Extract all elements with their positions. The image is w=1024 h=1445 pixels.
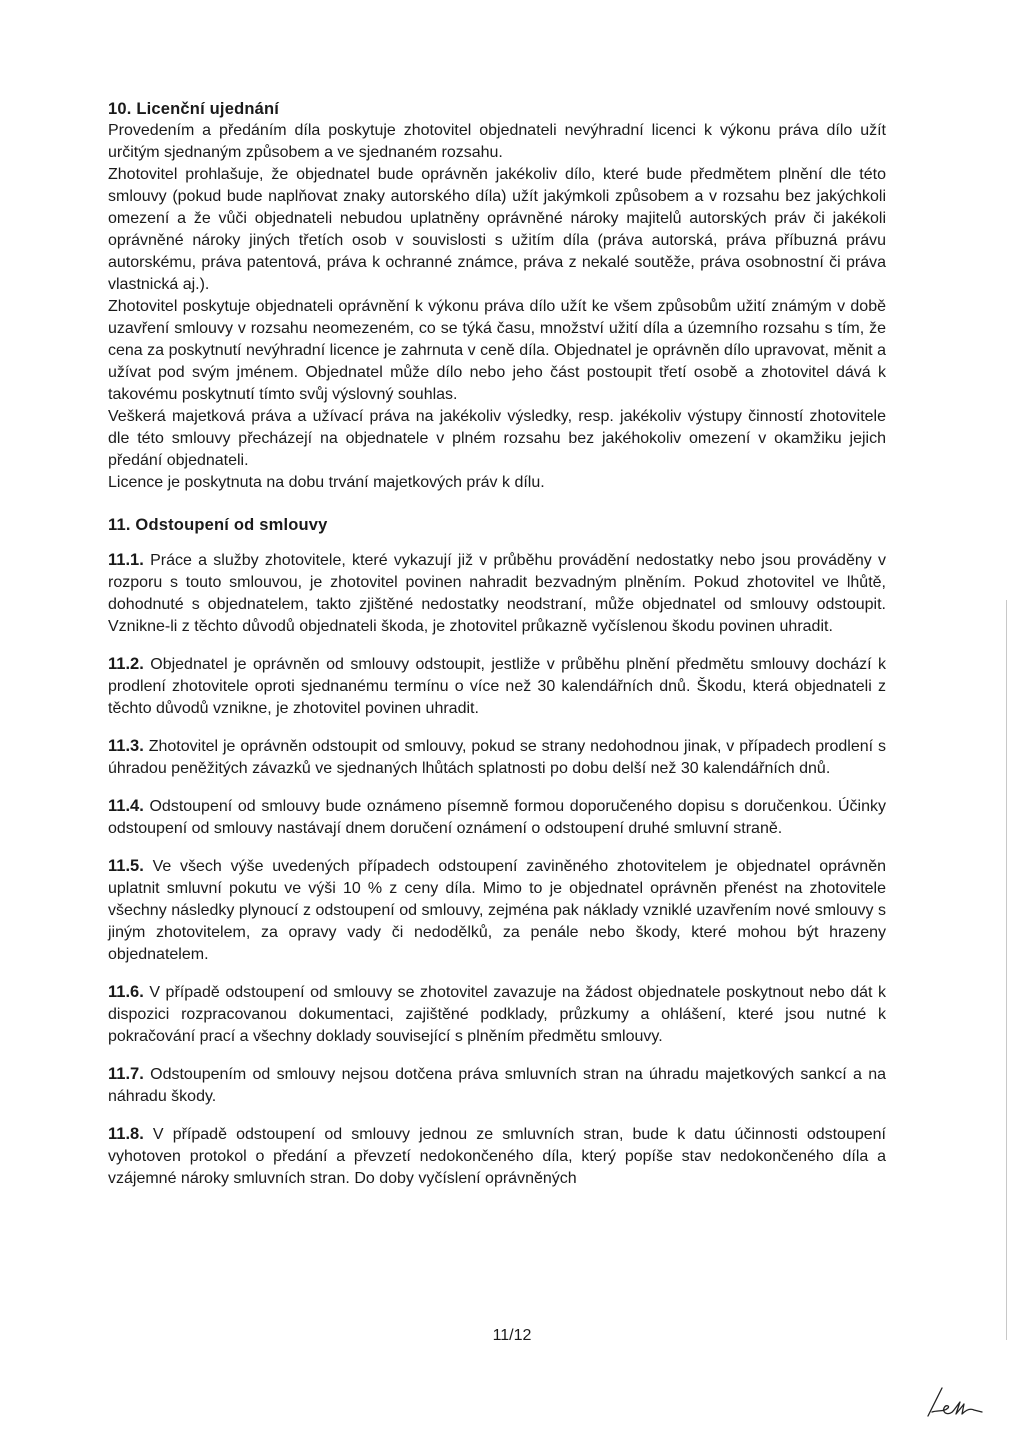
clause-11-6 [108, 981, 886, 1048]
scan-margin-line [1006, 600, 1007, 1340]
clause-text: Zhotovitel je oprávněn odstoupit od smlouvy, pokud se strany nedohodnou jinak, v případech prodlení s úhradou peněžitých závazků ve sjednaných lhůtách splatnosti po dobu delší než 30 kalendářních dnů. [108, 738, 887, 777]
clause-number: 11.3. [108, 737, 144, 755]
clause-number: 11.8. [108, 1125, 144, 1143]
clause-11-3 [108, 735, 886, 780]
clause-number: 11.2. [108, 655, 144, 673]
clause-11-4 [108, 795, 886, 840]
clause-11-8 [108, 1123, 886, 1190]
clause-number: 11.4. [108, 797, 144, 815]
clause-number: 11.6. [108, 983, 144, 1001]
clause-text: Objednatel je oprávněn od smlouvy odstoupit, jestliže v průběhu plnění předmětu smlouvy dochází k prodlení zhotovitele oproti sjednanému termínu o více než 30 kalendářních dnů. Škodu, která objednateli z těchto důvodů vznikne, je zhotovitel povinen uhradit. [108, 656, 886, 717]
section-11-heading: 11. Odstoupení od smlouvy [108, 516, 328, 534]
section-10-paragraph: Zhotovitel poskytuje objednateli oprávnění k výkonu práva dílo užít ke všem způsobům užití známým v době uzavření smlouvy v rozsahu neomezeném, co se týká času, množství užití díla a územního rozsahu s tím, že cena za poskytnutí nevýhradní licence je zahrnuta v ceně díla. Objednatel je oprávněn dílo upravovat, měnit a užívat pod svým jménem. Objednatel může dílo nebo jeho část postoupit třetí osobě a zhotovitel dává k takovému poskytnutí tímto svůj výslovný souhlas. [108, 298, 886, 403]
clause-number: 11.7. [108, 1065, 144, 1083]
clause-text: Odstoupení od smlouvy bude oznámeno písemně formou doporučeného dopisu s doručenkou. Účinky odstoupení od smlouvy nastávají dnem doručení oznámení o odstoupení druhé smluvní straně. [108, 798, 886, 837]
clause-text: Odstoupením od smlouvy nejsou dotčena práva smluvních stran na úhradu majetkových sankcí a na náhradu škody. [108, 1066, 886, 1105]
clause-text: V případě odstoupení od smlouvy jednou ze smluvních stran, bude k datu účinnosti odstoupení vyhotoven protokol o předání a převzetí nedokončeného díla, který popíše stav nedokončeného díla a vzájemné nároky smluvních stran. Do doby vyčíslení oprávněných [108, 1126, 886, 1187]
section-10-paragraph: Zhotovitel prohlašuje, že objednatel bude oprávněn jakékoliv dílo, které bude předmětem plnění dle této smlouvy (pokud bude naplňovat znaky autorského díla) užít jakýmkoli způsobem a v rozsahu bez jakýchkoli omezení a že vůči objednateli nebudou uplatněny oprávněné nároky majitelů autorských práv či jakékoli oprávněné nároky jiných třetích osob v souvislosti s užitím díla (práva autorská, práva příbuzná právu autorskému, práva patentová, práva k ochranné známce, práva z nekalé soutěže, práva osobnostní či práva vlastnická aj.). [108, 166, 886, 293]
clause-text: V případě odstoupení od smlouvy se zhotovitel zavazuje na žádost objednatele poskytnout nebo dát k dispozici rozpracovanou dokumentaci, zajištěné podklady, průzkumy a ohlášení, které jsou nutné k pokračování prací a všechny doklady související s plněním předmětu smlouvy. [108, 984, 886, 1045]
signature-initials-icon [920, 1382, 986, 1422]
section-10-heading: 10. Licenční ujednání [108, 100, 280, 118]
clause-number: 11.5. [108, 857, 144, 875]
section-10-paragraph: Provedením a předáním díla poskytuje zhotovitel objednateli nevýhradní licenci k výkonu práva dílo užít určitým sjednaným způsobem a ve sjednaném rozsahu. [108, 122, 886, 161]
section-10-paragraph: Licence je poskytnuta na dobu trvání majetkových práv k dílu. [108, 474, 545, 491]
clause-11-7 [108, 1063, 886, 1108]
section-10-paragraph: Veškerá majetková práva a užívací práva na jakékoliv výsledky, resp. jakékoliv výstupy činností zhotovitele dle této smlouvy přecházejí na objednatele v plném rozsahu bez jakéhokoliv omezení v okamžiku jejich předání objednateli. [108, 408, 886, 469]
clause-number: 11.1. [108, 551, 144, 569]
clause-text: Ve všech výše uvedených případech odstoupení zaviněného zhotovitelem je objednatel oprávněn uplatnit smluvní pokutu ve výši 10 % z ceny díla. Mimo to je objednatel oprávněn přenést na zhotovitele všechny následky plynoucí z odstoupení od smlouvy, zejména pak náklady vzniklé uzavřením nové smlouvy s jiným zhotovitelem, za opravy vady či nedodělků, za penále nebo škody, které mohou být hrazeny objednatelem. [108, 858, 886, 963]
clause-11-1 [108, 549, 886, 638]
clause-text: Práce a služby zhotovitele, které vykazují již v průběhu provádění nedostatky nebo jsou prováděny v rozporu s touto smlouvou, je zhotovitel povinen nahradit bezvadným plněním. Pokud zhotovitel ve lhůtě, dohodnuté s objednatelem, takto zjištěné nedostatky neodstraní, může objednatel od smlouvy odstoupit. Vznikne-li z těchto důvodů objednateli škoda, je zhotovitel průkazně vyčíslenou škodu povinen uhradit. [108, 552, 887, 635]
clause-11-2 [108, 653, 886, 720]
document-page [108, 98, 886, 1205]
page-number: 11/12 [492, 1327, 532, 1344]
clause-11-5 [108, 855, 886, 966]
